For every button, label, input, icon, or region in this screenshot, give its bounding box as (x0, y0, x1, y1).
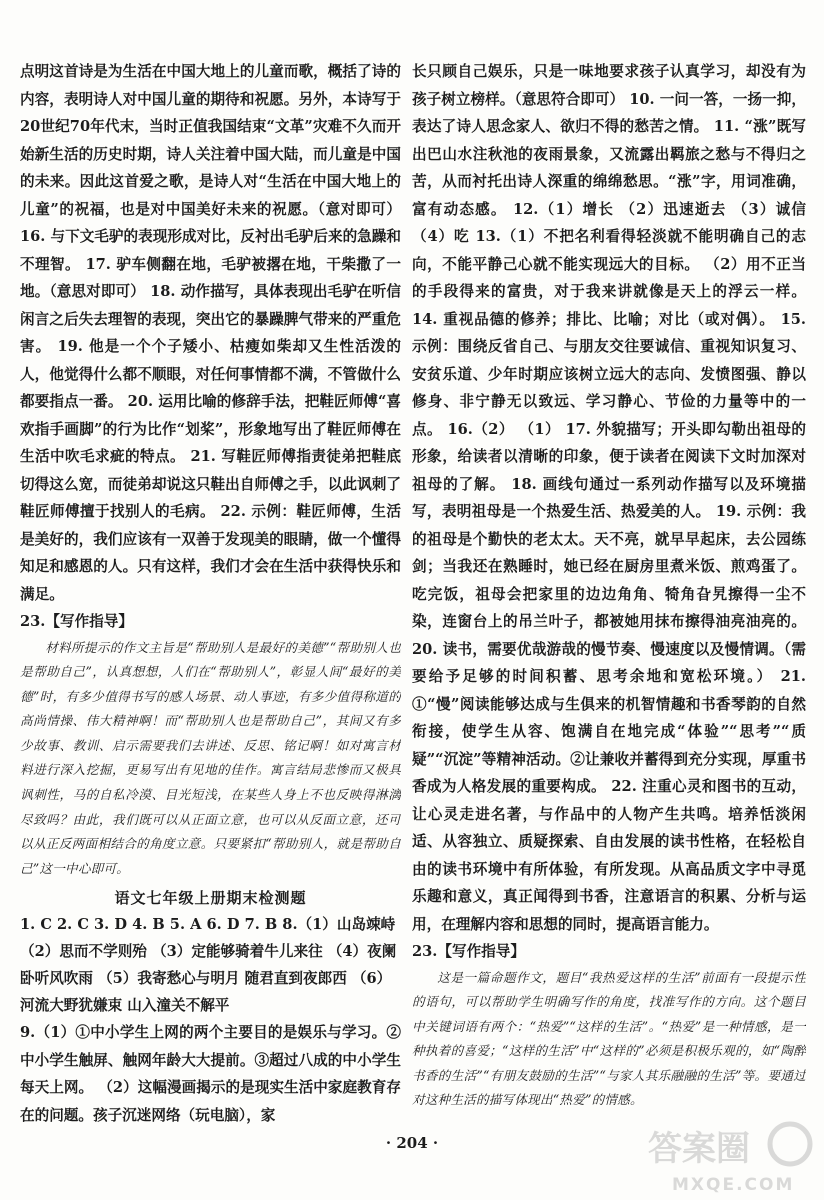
svg-text:MXQE.COM: MXQE.COM (672, 1175, 795, 1195)
page-number: · 204 · (385, 1134, 439, 1152)
writing-guidance-text-2: 这是一篇命题作文，题目“我热爱这样的生活”前面有一段提示性的语句，可以帮助学生明确写作的角度，找准写作的方向。这个题目中关键词语有两个：“热爱”“这样的生活”。“热爱”是一种情感，是一种执着的喜爱；“这样的生活”中“这样的”必须是积极乐观的，如“陶醉书香的生活”“有朋友鼓励的生活”“与家人其乐融融的生活”等。要通过对这种生活的描写体现出“热爱”的情感。 (412, 969, 806, 1108)
writing-guidance-heading-1: 23.【写作指导】 (20, 613, 133, 630)
watermark-logo (642, 1118, 818, 1196)
writing-guidance-heading-2: 23.【写作指导】 (412, 943, 525, 960)
answers-part-2: 长只顾自己娱乐，只是一味地要求孩子认真学习，却没有为孩子树立榜样。（意思符合即可） 10. 一问一答，一扬一抑，表达了诗人思念家人、欲归不得的愁苦之情。 11. “涨”既写出巴山水注秋池的夜雨景象，又流露出羁旅之愁与不得归之苦，从而衬托出诗人深重的绵绵愁思。“涨”字，用词准确，富有动态感。 12.（1）增长 （2）迅速逝去 （3）诚信 （4）吃 13.（1）不把名利看得轻淡就不能明确自己的志向，不能平静己心就不能实现远大的目标。 （2）用不正当的手段得来的富贵，对于我来讲就像是天上的浮云一样。 14. 重视品德的修养；排比、比喻；对比（或对偶）。 15. 示例：围绕反省自己、与朋友交往要诚信、重视知识复习、安贫乐道、少年时期应该树立远大的志向、发愤图强、静以修身、非宁静无以致远、学习静心、节俭的力量等中的一点。 16.（2） （1） 17. 外貌描写；开头即勾勒出祖母的形象，给读者以清晰的印象，便于读者在阅读下文时加深对祖母的了解。 18. 画线句通过一系列动作描写以及环境描写，表明祖母是一个热爱生活、热爱美的人。 19. 示例：我的祖母是个勤快的老太太。天不亮，就早早起床，去公园练剑；当我还在熟睡时，她已经在厨房里煮米饭、煎鸡蛋了。吃完饭，祖母会把家里的边边角角、犄角旮旯擦得一尘不染，连窗台上的吊兰叶子，都被她用抹布擦得油亮油亮的。 20. 读书，需要优哉游哉的慢节奏、慢速度以及慢情调。（需要给予足够的时间积蓄、思考余地和宽松环境。） 21. ①“慢”阅读能够达成与生俱来的机智情趣和书香琴韵的自然衔接，使学生从容、饱满自在地完成“体验”“思考”“质疑”“沉淀”等精神活动。②让兼收并蓄得到充分实现，厚重书香成为人格发展的重要构成。 22. 注重心灵和图书的互动，让心灵走进名著，与作品中的人物产生共鸣。培养恬淡闲适、从容独立、质疑探索、自由发展的读书性格，在轻松自由的读书环境中有所体验，有所发现。从高品质文字中寻觅乐趣和意义，真正闻得到书香，注意语言的积累、分析与运用，在理解内容和思想的同时，提高语言能力。 (412, 63, 806, 933)
right-column (412, 58, 806, 1113)
multiple-choice-answers: 1. C 2. C 3. D 4. B 5. A 6. D 7. B 8.（1）山岛竦峙 （2）思而不学则殆 （3）定能够骑着牛儿来往 （4）夜阑卧听风吹雨 （5）我寄愁心与明月 随君直到夜郎西 （6）河流大野犹嫌束 山入潼关不解平 (20, 916, 397, 1015)
exam-section-title: 语文七年级上册期末检测题 (114, 889, 307, 908)
svg-text:答案圈: 答案圈 (648, 1129, 750, 1169)
question-9-answers: 9.（1）①中小学生上网的两个主要目的是娱乐与学习。②中小学生触屏、触网年龄大大提前。③超过八成的中小学生每天上网。 （2）这幅漫画揭示的是现实生活中家庭教育存在的问题。孩子沉迷网络（玩电脑），家 (20, 1024, 401, 1124)
answers-part-1: 点明这首诗是为生活在中国大地上的儿童而歌，概括了诗的内容，表明诗人对中国儿童的期待和祝愿。另外，本诗写于20世纪70年代末，当时正值我国结束“文革”灾难不久而开始新生活的历史时期，诗人关注着中国大陆，而儿童是中国的未来。因此这首爱之歌，是诗人对“生活在中国大地上的儿童”的祝福，也是对中国美好未来的祝愿。（意对即可） 16. 与下文毛驴的表现形成对比，反衬出毛驴后来的急躁和不理智。 17. 驴车侧翻在地，毛驴被撂在地，干柴撒了一地。（意思对即可） 18. 动作描写，具体表现出毛驴在听信闲言之后失去理智的表现，突出它的暴躁脾气带来的严重危害。 19. 他是一个个子矮小、枯瘦如柴却又生性活泼的人，他觉得什么都不顺眼，对任何事情都不满，不管做什么都要指点一番。 20. 运用比喻的修辞手法，把鞋匠师傅“喜欢指手画脚”的行为比作“划桨”，形象地写出了鞋匠师傅在生活中吹毛求疵的特点。 21. 写鞋匠师傅指责徒弟把鞋底切得这么宽，而徒弟却说这只鞋出自师傅之手，以此讽刺了鞋匠师傅擅于找别人的毛病。 22. 示例：鞋匠师傅，生活是美好的，我们应该有一双善于发现美的眼睛，做一个懂得知足和感恩的人。只有这样，我们才会在生活中获得快乐和满足。 (20, 63, 401, 603)
writing-guidance-text-1: 材料所提示的作文主旨是“帮助别人是最好的美德”“帮助别人也是帮助自己”，认真想想，人们在“帮助别人”，彰显人间“最好的美德”时，有多少值得书写的感人场景、动人事迹，有多少值得称道的高尚情操、伟大精神啊！而“帮助别人也是帮助自己”，其间又有多少故事、教训、启示需要我们去讲述、反思、铭记啊！如对寓言材料进行深入挖掘，更易写出有见地的佳作。寓言结局悲惨而又极具讽刺性，马的自私冷漠、目光短浅，在某些人身上不也反映得淋漓尽致吗？由此，我们既可以从正面立意，也可以从反面立意，还可以从正反两面相结合的角度立意。只要紧扣“帮助别人，就是帮助自己”这一中心即可。 (20, 639, 401, 876)
left-column (20, 58, 401, 1129)
